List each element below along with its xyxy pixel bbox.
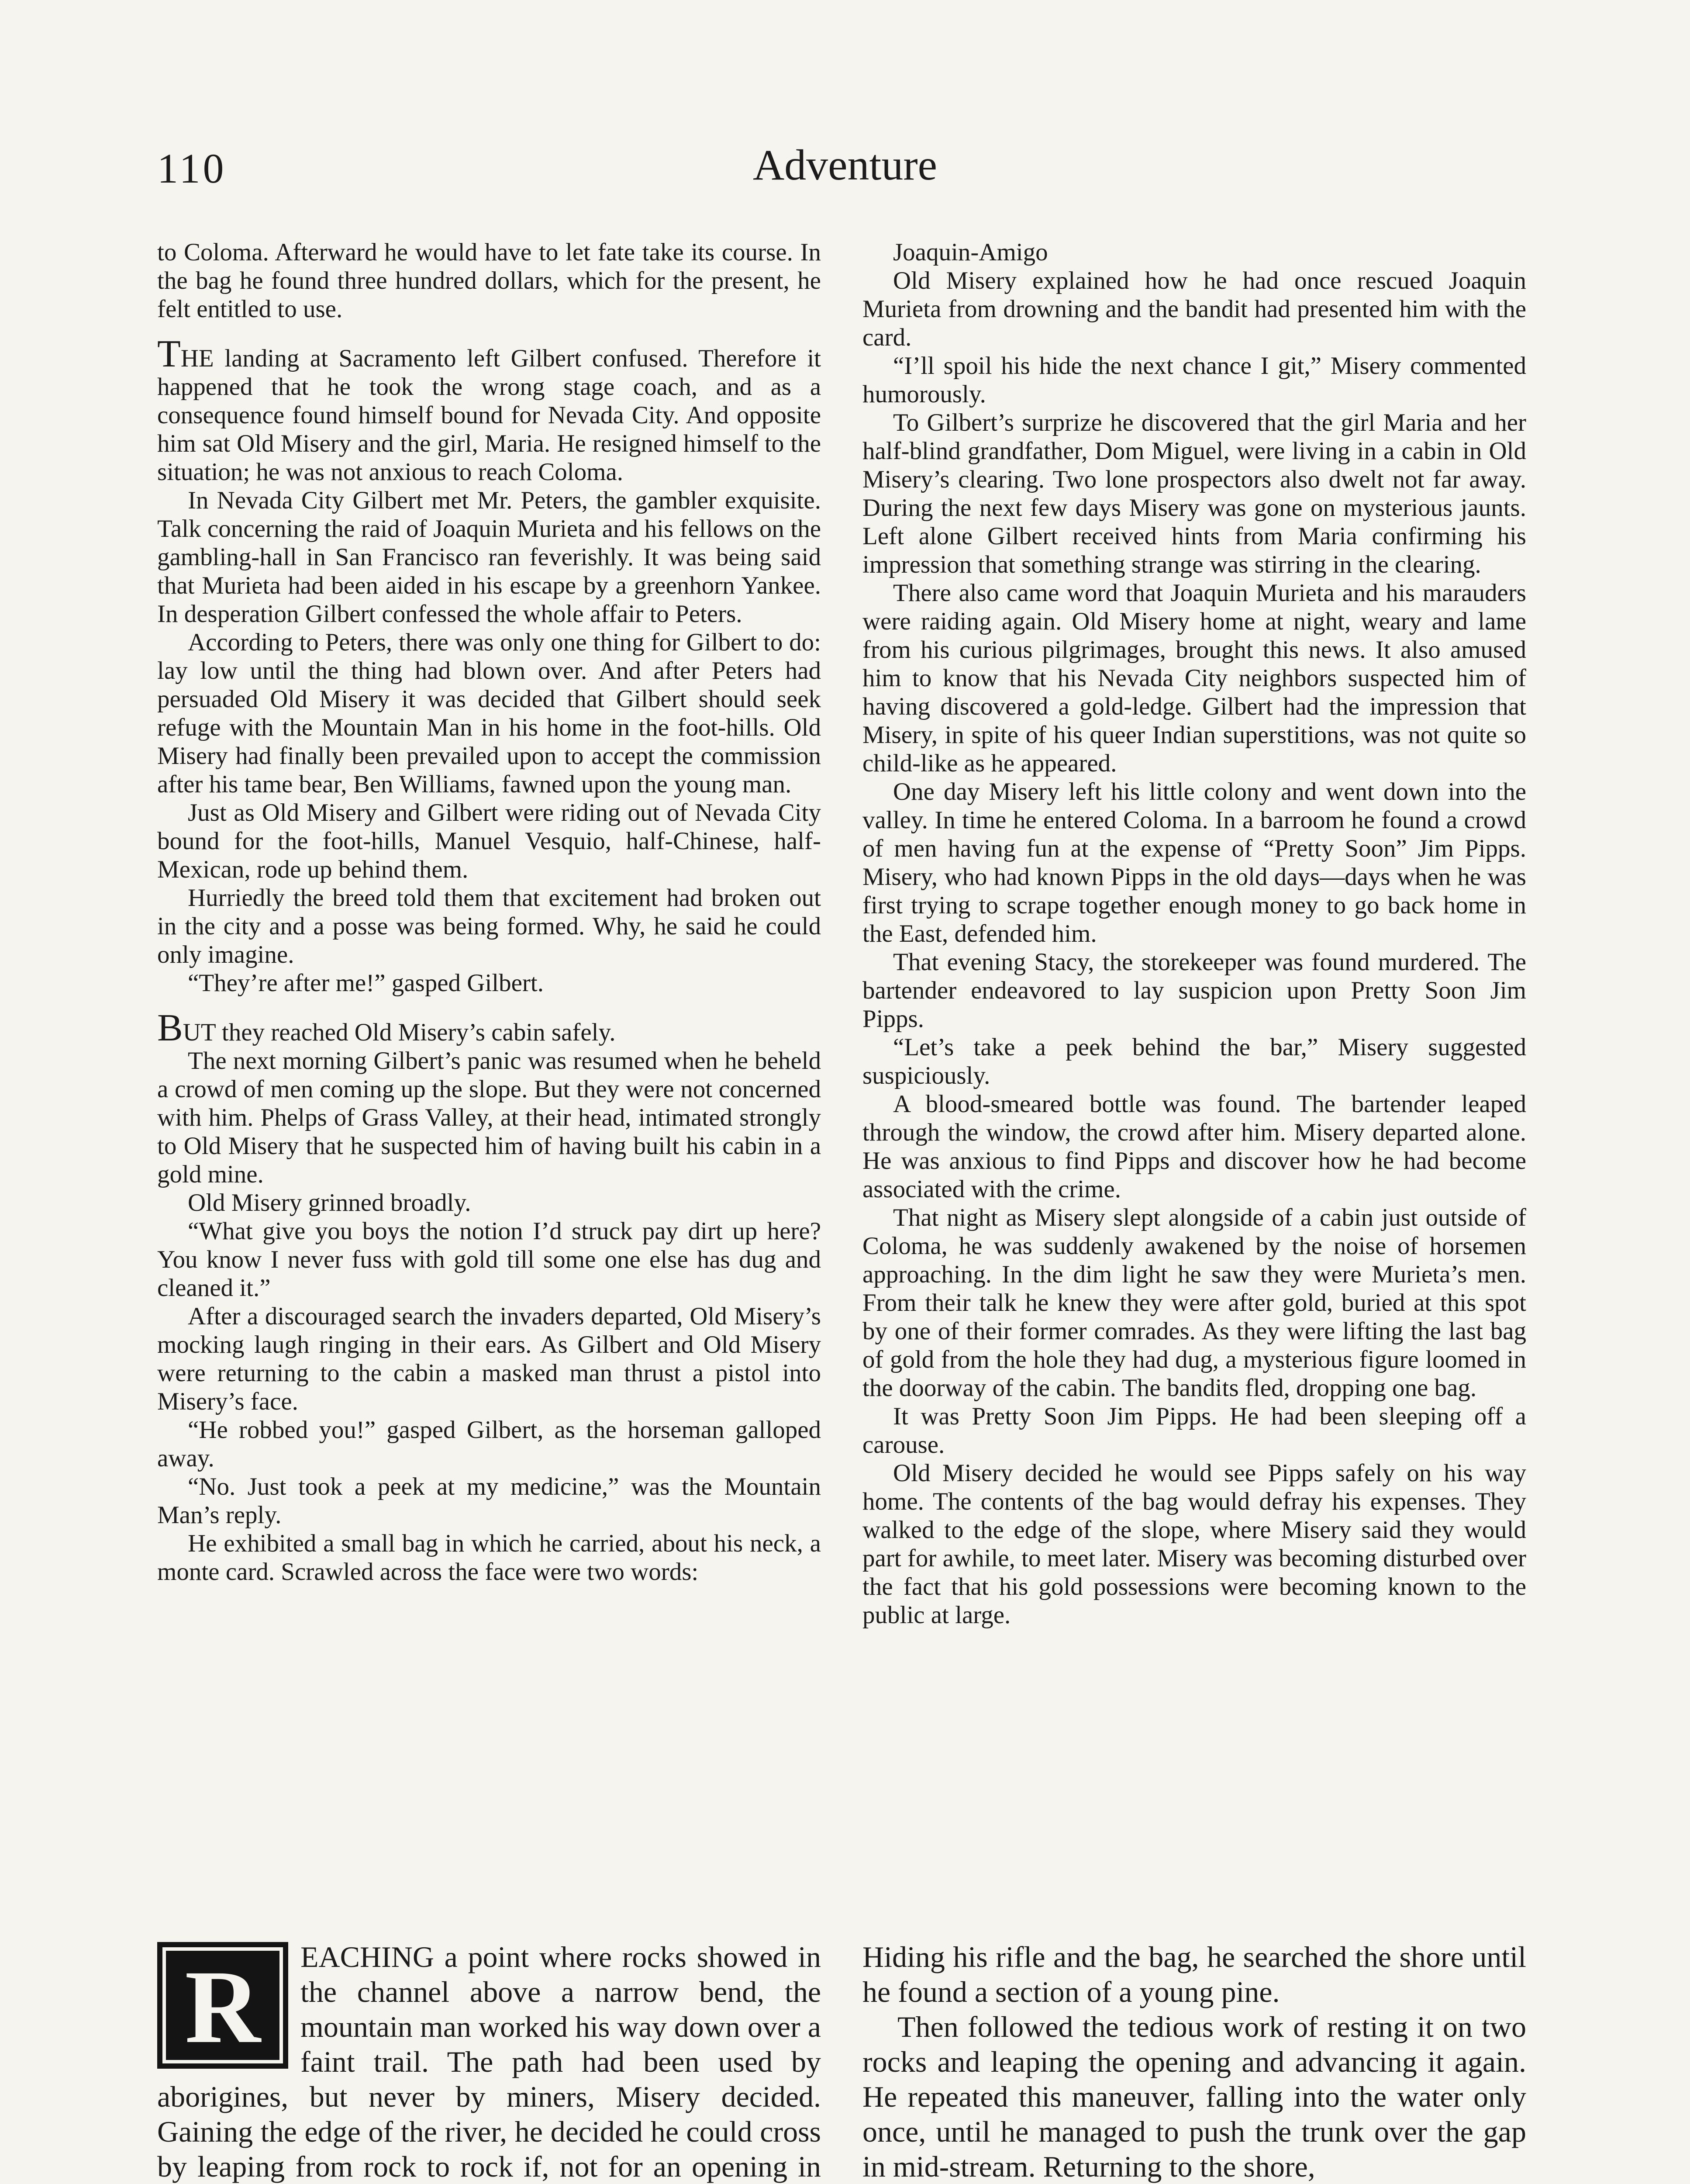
- synopsis-paragraph: He exhibited a small bag in which he carried, about his neck, a monte card. Scrawled across the face were two words:: [157, 1530, 821, 1586]
- synopsis-left-column: [157, 238, 821, 1586]
- synopsis-paragraph: Old Misery decided he would see Pipps safely on his way home. The contents of the bag would defray his expenses. They walked to the edge of the slope, where Misery said they would part for awhile, to meet later. Misery was becoming disturbed over the fact that his gold possessions were becoming known to the public at large.: [862, 1459, 1526, 1629]
- synopsis-paragraph: That evening Stacy, the storekeeper was found murdered. The bartender endeavored to lay suspicion upon Pretty Soon Jim Pipps.: [862, 948, 1526, 1033]
- magazine-title: Adventure: [752, 141, 938, 189]
- synopsis-paragraph: One day Misery left his little colony and went down into the valley. In time he entered Coloma. In a barroom he found a crowd of men having fun at the expense of “Pretty Soon” Jim Pipps. Misery, who had known Pipps in the old days—days when he was first trying to scrape together enough money to go back home in the East, defended him.: [862, 778, 1526, 947]
- synopsis-paragraph: Hurriedly the breed told them that excitement had broken out in the city and a posse was being formed. Why, he said he could only imagine.: [157, 884, 821, 968]
- synopsis-paragraph: The next morning Gilbert’s panic was resumed when he beheld a crowd of men coming up the slope. But they were not concerned with him. Phelps of Grass Valley, at their head, intimated strongly to Old Misery that he suspected him of having built his cabin in a gold mine.: [157, 1047, 821, 1188]
- ornamental-initial: [157, 1942, 288, 2069]
- synopsis-paragraph: THE landing at Sacramento left Gilbert confused. Therefore it happened that he took the wrong stage coach, and as a consequence found himself bound for Nevada City. And opposite him sat Old Misery and the girl, Maria. He resigned himself to the situation; he was not anxious to reach Coloma.: [157, 333, 821, 486]
- story-right-column: [862, 1939, 1526, 2184]
- synopsis-paragraph: “They’re after me!” gasped Gilbert.: [188, 969, 544, 997]
- synopsis-paragraph: “Let’s take a peek behind the bar,” Misery suggested suspiciously.: [862, 1033, 1526, 1089]
- synopsis-paragraph: “He robbed you!” gasped Gilbert, as the horseman galloped away.: [157, 1416, 821, 1472]
- synopsis-paragraph: Old Misery grinned broadly.: [188, 1189, 471, 1216]
- story-paragraph: Then followed the tedious work of resting it on two rocks and leaping the opening and advancing it again. He repeated this maneuver, falling into the water only once, until he managed to push the trunk over the gap in mid-stream. Returning to the shore,: [862, 2010, 1526, 2183]
- synopsis-paragraph: To Gilbert’s surprize he discovered that the girl Maria and her half-blind grandfather, Dom Miguel, were living in a cabin in Old Misery’s clearing. Two lone prospectors also dwelt not far away. During the next few days Misery was gone on mysterious jaunts. Left alone Gilbert received hints from Maria confirming his impression that something strange was stirring in the clearing.: [862, 409, 1526, 578]
- page-number: 110: [157, 145, 227, 192]
- synopsis-paragraph: “What give you boys the notion I’d struck pay dirt up here? You know I never fuss with gold till some one else has dug and cleaned it.”: [157, 1217, 821, 1302]
- synopsis-paragraph: That night as Misery slept alongside of a cabin just outside of Coloma, he was suddenly awakened by the noise of horsemen approaching. In the dim light he saw they were Murieta’s men. From their talk he knew they were after gold, buried at this spot by one of their former comrades. As they were lifting the last bag of gold from the hole they had dug, a mysterious figure loomed in the doorway of the cabin. The bandits fled, dropping one bag.: [862, 1204, 1526, 1402]
- story-paragraph: EACHING a point where rocks showed in the channel above a narrow bend, the mountain man worked his way down over a faint trail. The path had been used by aborigines, but never by miners, Misery decided. Gaining the edge of the river, he decided he could cross by leaping from rock to rock if, not for an opening in: [157, 1940, 821, 2183]
- synopsis-paragraph: BUT they reached Old Misery’s cabin safely.: [157, 1007, 616, 1049]
- synopsis-paragraph: According to Peters, there was only one thing for Gilbert to do: lay low until the thing had blown over. And after Peters had persuaded Old Misery it was decided that Gilbert should seek refuge with the Mountain Man in his home in the foot-hills. Old Misery had finally been prevailed upon to accept the commission after his tame bear, Ben Williams, fawned upon the young man.: [157, 629, 821, 798]
- drop-initial-t: T: [157, 333, 181, 375]
- synopsis-paragraph: It was Pretty Soon Jim Pipps. He had been sleeping off a carouse.: [862, 1403, 1526, 1458]
- synopsis-paragraph: “I’ll spoil his hide the next chance I git,” Misery commented humorously.: [862, 352, 1526, 408]
- synopsis-paragraph: Old Misery explained how he had once rescued Joaquin Murieta from drowning and the bandit had presented him with the card.: [862, 267, 1526, 351]
- synopsis-paragraph: “No. Just took a peek at my medicine,” was the Mountain Man’s reply.: [157, 1473, 821, 1529]
- story-paragraph: Hiding his rifle and the bag, he searched the shore until he found a section of a young pine.: [862, 1940, 1526, 2008]
- drop-initial-b: B: [157, 1007, 183, 1049]
- synopsis-paragraph: A blood-smeared bottle was found. The bartender leaped through the window, the crowd after him. Misery departed alone. He was anxious to find Pipps and discover how he had become associated with the crime.: [862, 1090, 1526, 1203]
- running-head: [157, 141, 1533, 205]
- synopsis-right-column: [862, 238, 1526, 1629]
- ornamental-initial-letter: R: [185, 1949, 261, 2065]
- synopsis-paragraph: Joaquin-Amigo: [893, 238, 1048, 266]
- story-left-column: [157, 1939, 821, 2184]
- synopsis-paragraph: to Coloma. Afterward he would have to let fate take its course. In the bag he found three hundred dollars, which for the present, he felt entitled to use.: [157, 238, 821, 323]
- synopsis-paragraph: There also came word that Joaquin Murieta and his marauders were raiding again. Old Misery home at night, weary and lame from his curious pilgrimages, brought this news. It also amused him to know that his Nevada City neighbors suspected him of having discovered a gold-ledge. Gilbert had the impression that Misery, in spite of his queer Indian superstitions, was not quite so child-like as he appeared.: [862, 579, 1526, 777]
- synopsis-paragraph: After a discouraged search the invaders departed, Old Misery’s mocking laugh ringing in their ears. As Gilbert and Old Misery were returning to the cabin a masked man thrust a pistol into Misery’s face.: [157, 1303, 821, 1415]
- synopsis-paragraph: Just as Old Misery and Gilbert were riding out of Nevada City bound for the foot-hills, Manuel Vesquio, half-Chinese, half-Mexican, rode up behind them.: [157, 799, 821, 883]
- synopsis-paragraph: In Nevada City Gilbert met Mr. Peters, the gambler exquisite. Talk concerning the raid of Joaquin Murieta and his fellows on the gambling-hall in San Francisco ran feverishly. It was being said that Murieta had been aided in his escape by a greenhorn Yankee. In desperation Gilbert confessed the whole affair to Peters.: [157, 487, 821, 628]
